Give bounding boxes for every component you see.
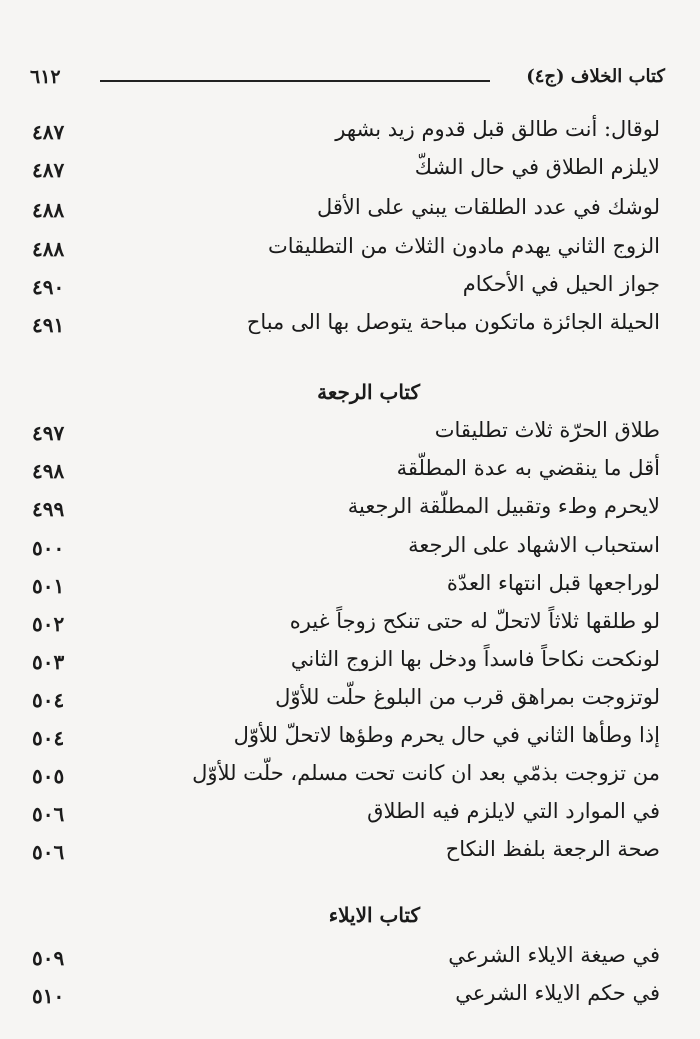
toc-entry-title: لوتزوجت بمراهق قرب من البلوغ حلّت للأوّل — [275, 685, 660, 709]
toc-page-number: ٥١٠ — [32, 984, 65, 1008]
toc-page-number: ٥٠٢ — [32, 612, 65, 636]
toc-page-number: ٥٠٥ — [32, 764, 65, 788]
toc-page-number: ٥٠١ — [32, 574, 65, 598]
toc-entry — [32, 117, 660, 151]
toc-entry-title: لايحرم وطء وتقبيل المطلّقة الرجعية — [347, 494, 660, 518]
toc-entry — [32, 571, 660, 605]
running-title: كتاب الخلاف (ج٤) — [526, 66, 665, 87]
toc-entry-title: لوقال: أنت طالق قبل قدوم زيد بشهر — [335, 117, 660, 141]
page-number: ٦١٢ — [30, 66, 61, 88]
toc-entry — [32, 837, 660, 871]
toc-entry — [32, 155, 660, 189]
toc-entry-title: لايلزم الطلاق في حال الشكّ — [414, 155, 660, 179]
toc-entry-title: استحباب الاشهاد على الرجعة — [408, 533, 660, 557]
toc-page-number: ٤٩٠ — [32, 275, 65, 299]
page-header — [30, 66, 665, 94]
toc-entry — [32, 799, 660, 833]
toc-entry — [32, 456, 660, 490]
toc-entry — [32, 234, 660, 268]
toc-entry — [32, 943, 660, 977]
toc-entry-title: في صيغة الايلاء الشرعي — [448, 943, 660, 967]
toc-page-number: ٤٨٨ — [32, 198, 65, 222]
toc-entry-title: لوشك في عدد الطلقات يبني على الأقل — [316, 195, 660, 219]
toc-entry-title: لوراجعها قبل انتهاء العدّة — [446, 571, 660, 595]
toc-entry — [32, 272, 660, 306]
toc-entry — [32, 723, 660, 757]
toc-entry-title: في حكم الايلاء الشرعي — [455, 981, 660, 1005]
toc-page-number: ٥٠٩ — [32, 946, 65, 970]
toc-page-number: ٤٩٩ — [32, 497, 65, 521]
toc-page-number: ٤٩٧ — [32, 421, 65, 445]
toc-entry — [32, 195, 660, 229]
toc-entry — [32, 494, 660, 528]
toc-page-number: ٤٩١ — [32, 313, 65, 337]
section-heading-raja: كتاب الرجعة — [317, 380, 420, 404]
toc-entry-title: لو طلقها ثلاثاً لاتحلّ له حتى تنكح زوجاً غيره — [289, 609, 660, 633]
toc-entry — [32, 310, 660, 344]
section-heading-ila: كتاب الايلاء — [328, 903, 420, 927]
toc-entry — [32, 685, 660, 719]
toc-entry-title: لونكحت نكاحاً فاسداً ودخل بها الزوج الثاني — [290, 647, 660, 671]
toc-page-number: ٤٨٧ — [32, 158, 65, 182]
toc-page-number: ٤٨٨ — [32, 237, 65, 261]
toc-entry-title: أقل ما ينقضي به عدة المطلّقة — [396, 456, 660, 480]
toc-entry-title: من تزوجت بذمّي بعد ان كانت تحت مسلم، حلّت للأوّل — [192, 761, 660, 785]
toc-entry-title: الحيلة الجائزة ماتكون مباحة يتوصل بها الى مباح — [246, 310, 660, 334]
toc-entry-title: الزوج الثاني يهدم مادون الثلاث من التطليقات — [268, 234, 660, 258]
toc-entry-title: في الموارد التي لايلزم فيه الطلاق — [367, 799, 660, 823]
toc-entry — [32, 418, 660, 452]
toc-page-number: ٥٠٤ — [32, 726, 65, 750]
toc-page-number: ٥٠٦ — [32, 840, 65, 864]
toc-page-number: ٤٨٧ — [32, 120, 65, 144]
toc-entry — [32, 533, 660, 567]
toc-page-number: ٥٠٤ — [32, 688, 65, 712]
toc-entry — [32, 981, 660, 1015]
toc-entry-title: طلاق الحرّة ثلاث تطليقات — [434, 418, 660, 442]
toc-entry — [32, 761, 660, 795]
toc-page-number: ٥٠٣ — [32, 650, 65, 674]
toc-page-number: ٥٠٦ — [32, 802, 65, 826]
header-rule — [100, 80, 490, 82]
toc-entry-title: إذا وطأها الثاني في حال يحرم وطؤها لاتحلّ للأوّل — [233, 723, 660, 747]
toc-entry — [32, 609, 660, 643]
toc-entry-title: جواز الحيل في الأحكام — [462, 272, 660, 296]
toc-entry-title: صحة الرجعة بلفظ النكاح — [445, 837, 660, 861]
toc-page-number: ٥٠٠ — [32, 536, 65, 560]
toc-entry — [32, 647, 660, 681]
toc-page-number: ٤٩٨ — [32, 459, 65, 483]
